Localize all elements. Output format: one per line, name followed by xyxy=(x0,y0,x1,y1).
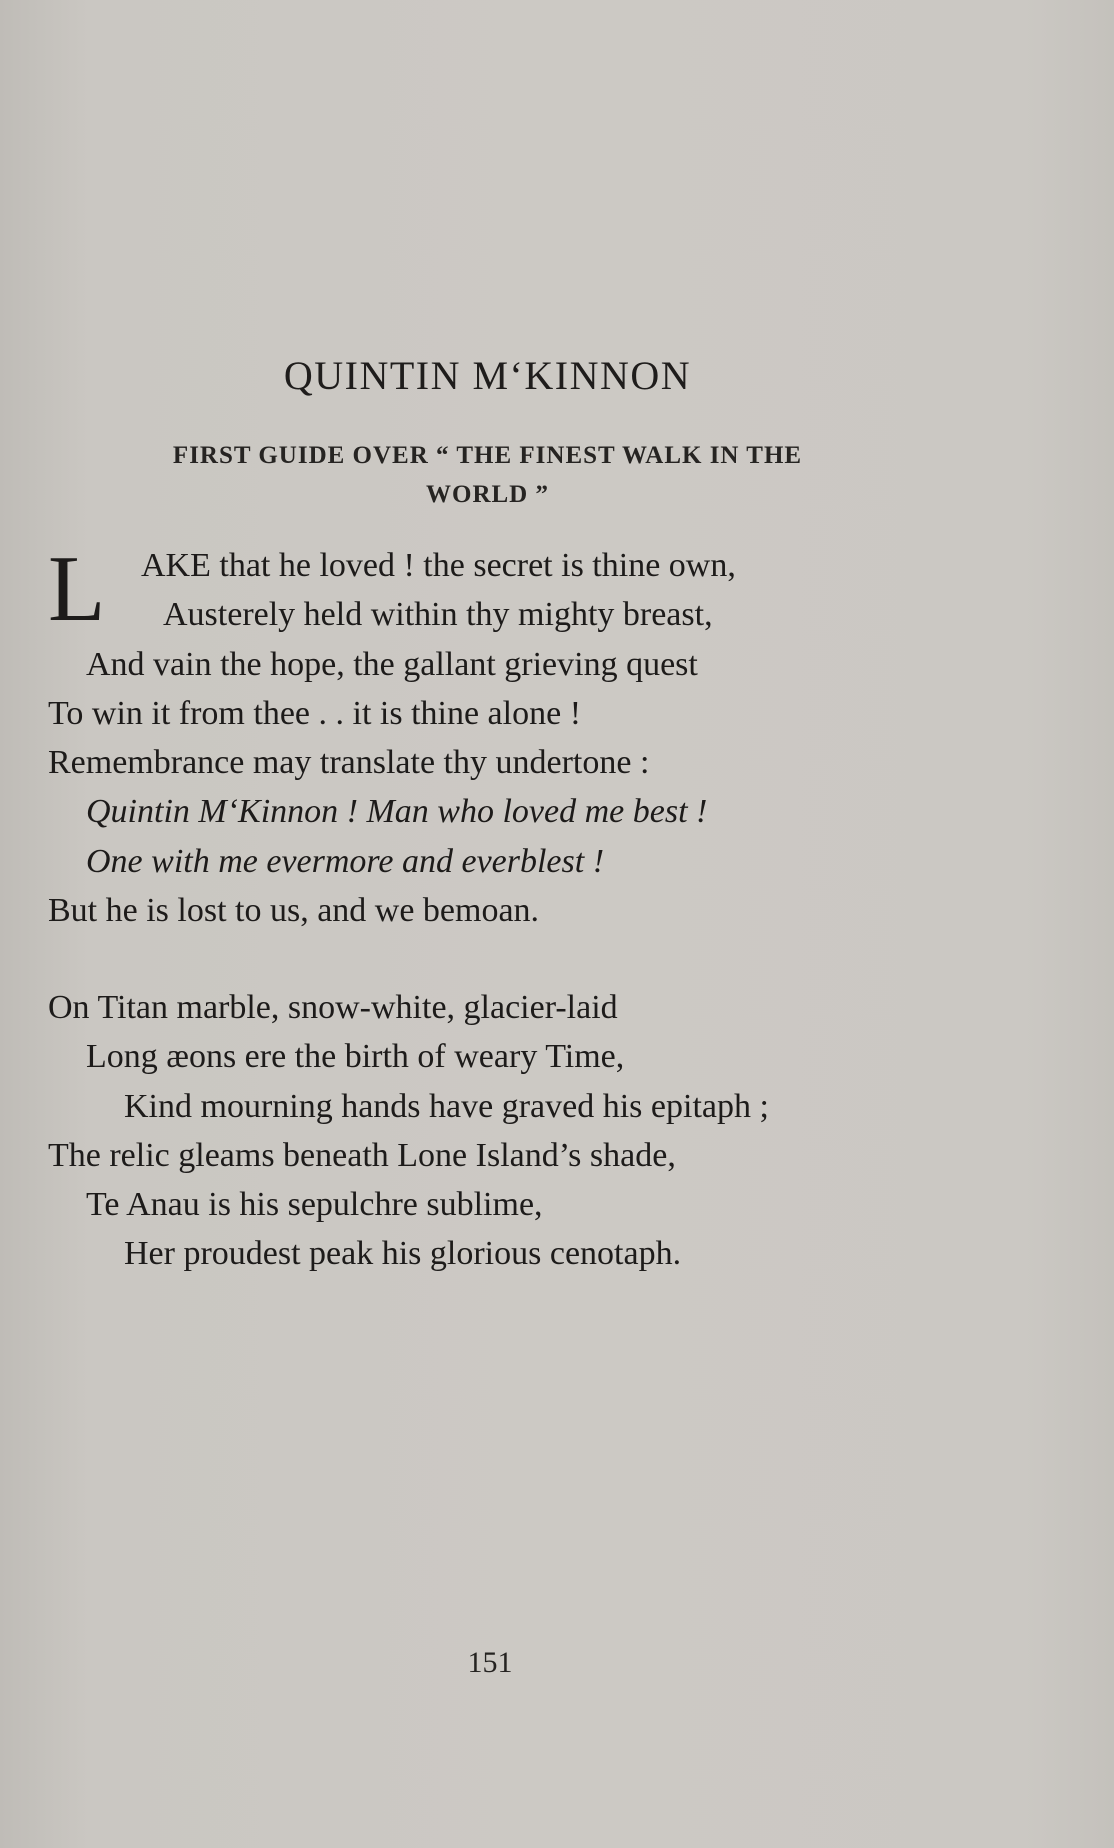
verse-line: Austerely held within thy mighty breast, xyxy=(163,596,713,634)
subtitle-line: WORLD ” xyxy=(426,481,549,508)
verse-line: One with me evermore and everblest ! xyxy=(86,842,605,880)
verse-line: To win it from thee . . it is thine alone ! xyxy=(48,694,582,732)
verse-line: The relic gleams beneath Lone Island’s shade, xyxy=(48,1136,676,1174)
verse-line: On Titan marble, snow-white, glacier-laid xyxy=(48,989,618,1026)
subtitle-line: FIRST GUIDE OVER “ THE FINEST WALK IN THE xyxy=(172,442,803,469)
stanza-2 xyxy=(48,983,769,1279)
verse-line: Remembrance may translate thy undertone : xyxy=(48,744,650,782)
verse-text: AKE that he loved ! the secret is thine own, xyxy=(141,547,736,584)
page-number: 151 xyxy=(467,1646,513,1679)
verse-line: Her proudest peak his glorious cenotaph. xyxy=(124,1235,682,1273)
stanza-1 xyxy=(48,537,736,935)
verse-line: Kind mourning hands have graved his epitaph ; xyxy=(124,1087,769,1125)
poem-subtitle xyxy=(70,436,905,514)
verse-line: Long æons ere the birth of weary Time, xyxy=(86,1038,625,1076)
verse-line: Quintin M‘Kinnon ! Man who loved me best ! xyxy=(86,793,708,831)
verse-line: But he is lost to us, and we bemoan. xyxy=(48,892,540,930)
verse-line: And vain the hope, the gallant grieving quest xyxy=(86,645,698,683)
poem-title: QUINTIN M‘KINNON xyxy=(283,353,692,398)
drop-cap: L xyxy=(48,537,106,641)
verse-line: Te Anau is his sepulchre sublime, xyxy=(86,1186,543,1224)
